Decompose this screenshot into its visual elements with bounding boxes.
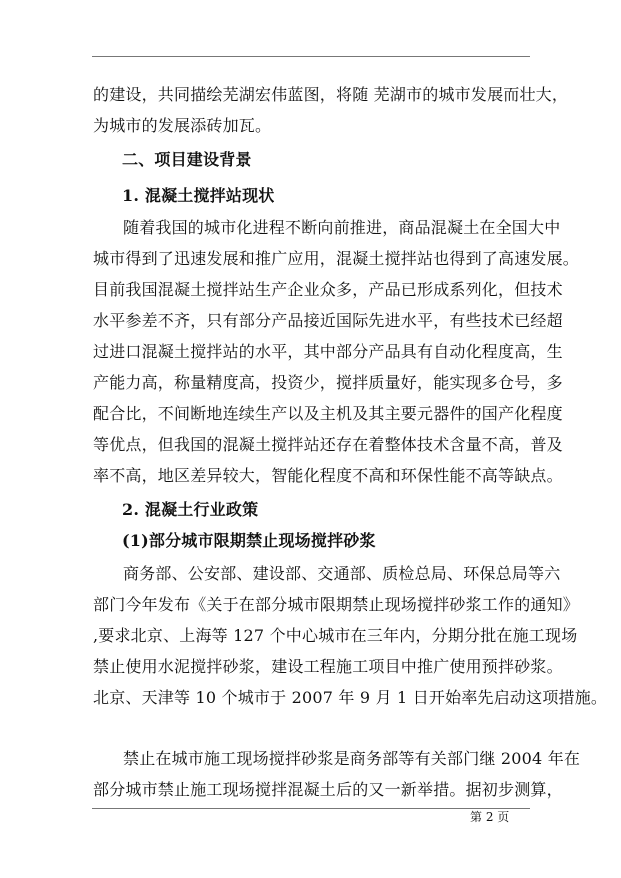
body-line: 为城市的发展添砖加瓦。: [93, 116, 272, 135]
body-line: 率不高，地区差异较大，智能化程度不高和环保性能不高等缺点。: [93, 466, 563, 485]
body-line: 部门今年发布《关于在部分城市限期禁止现场搅拌砂浆工作的通知》: [93, 595, 580, 614]
body-line: 城市得到了迅速发展和推广应用，混凝土搅拌站也得到了高速发展。: [93, 249, 580, 268]
body-line: 禁止使用水泥搅拌砂浆，建设工程施工项目中推广使用预拌砂浆。: [93, 657, 563, 676]
body-line: 等优点，但我国的混凝土搅拌站还存在着整体技术含量不高，普及: [93, 435, 563, 454]
body-line: 过进口混凝土搅拌站的水平，其中部分产品具有自动化程度高，生: [93, 342, 563, 361]
page-number: 第 2 页: [470, 810, 510, 824]
body-line: 配合比，不间断地连续生产以及主机及其主要元器件的国产化程度: [93, 404, 563, 423]
body-line: 的建设，共同描绘芜湖宏伟蓝图，将随 芜湖市的城市发展而壮大，: [93, 85, 569, 104]
footer-rule: [92, 808, 530, 809]
body-line: ,要求北京、上海等 127 个中心城市在三年内，分期分批在施工现场: [93, 626, 578, 645]
policy-heading: (1)部分城市限期禁止现场搅拌砂浆: [122, 531, 376, 550]
body-line: 产能力高，称量精度高，投资少，搅拌质量好，能实现多仓号，多: [93, 373, 563, 392]
subsection-heading: 2. 混凝土行业政策: [122, 500, 259, 519]
body-line: 商务部、公安部、建设部、交通部、质检总局、环保总局等六: [123, 564, 561, 583]
body-line: 北京、天津等 10 个城市于 2007 年 9 月 1 日开始率先启动这项措施。: [93, 688, 608, 707]
body-line: 水平参差不齐，只有部分产品接近国际先进水平，有些技术已经超: [93, 311, 563, 330]
subsection-heading: 1. 混凝土搅拌站现状: [122, 186, 275, 205]
body-line: 禁止在城市施工现场搅拌砂浆是商务部等有关部门继 2004 年在: [123, 749, 581, 768]
body-line: 随着我国的城市化进程不断向前推进，商品混凝土在全国大中: [123, 218, 561, 237]
section-heading: 二、项目建设背景: [122, 150, 252, 169]
body-line: 部分城市禁止施工现场搅拌混凝土后的又一新举措。据初步测算，: [93, 780, 563, 799]
body-line: 目前我国混凝土搅拌站生产企业众多，产品已形成系列化，但技术: [93, 280, 563, 299]
